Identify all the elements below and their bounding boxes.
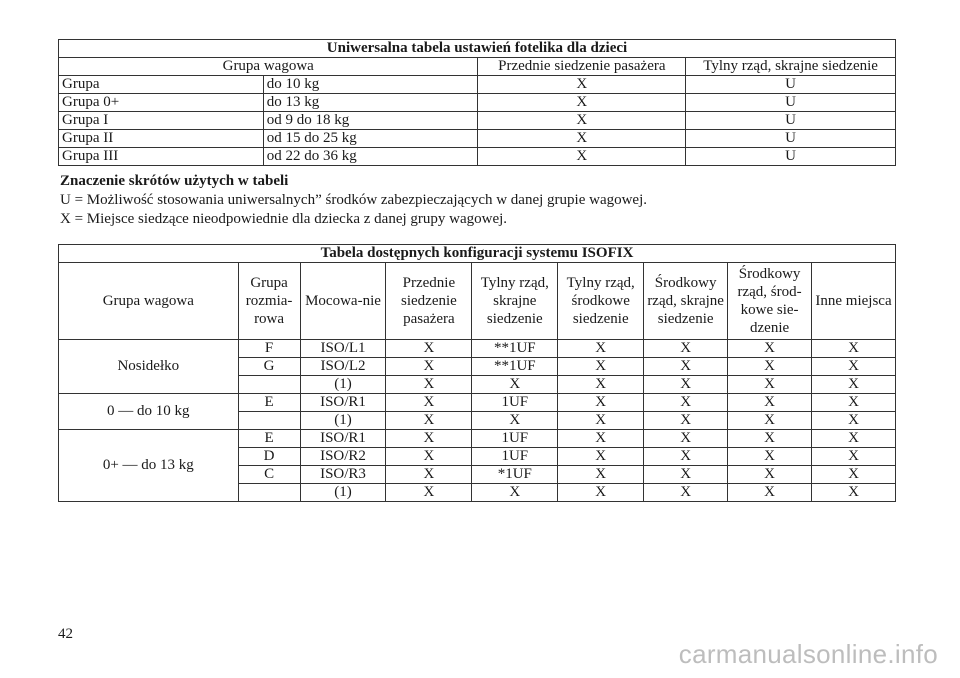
table-cell: X (644, 358, 728, 376)
table-cell: X (558, 340, 644, 358)
table-cell: X (644, 412, 728, 430)
table-cell: X (386, 484, 472, 502)
table-cell: ISO/L2 (300, 358, 386, 376)
table-cell (238, 412, 300, 430)
table-cell: *1UF (472, 466, 558, 484)
table-cell: Grupa 0+ (59, 94, 264, 112)
table-cell: X (558, 376, 644, 394)
table-cell: U (686, 94, 896, 112)
table-cell: X (558, 448, 644, 466)
table-cell: X (386, 394, 472, 412)
table-cell: do 13 kg (263, 94, 478, 112)
table-cell: X (386, 358, 472, 376)
table-cell: X (728, 430, 812, 448)
table-cell: X (478, 94, 686, 112)
table-row (59, 76, 896, 94)
table-cell: od 22 do 36 kg (263, 148, 478, 166)
table-cell: X (386, 340, 472, 358)
table-cell: X (386, 376, 472, 394)
table-cell: X (386, 430, 472, 448)
table-cell: X (558, 466, 644, 484)
table-cell: X (812, 394, 896, 412)
table-cell: ISO/R1 (300, 394, 386, 412)
table-cell: X (558, 430, 644, 448)
weight-group-cell: 0 — do 10 kg (59, 394, 239, 430)
table-cell: X (728, 394, 812, 412)
legend-notes (60, 172, 647, 229)
table-cell: U (686, 148, 896, 166)
table-cell: 1UF (472, 394, 558, 412)
table-cell: X (478, 130, 686, 148)
table-cell: G (238, 358, 300, 376)
column-header: Mocowa-nie (300, 263, 386, 340)
table-row (59, 130, 896, 148)
table-cell: X (472, 412, 558, 430)
table-cell: od 15 do 25 kg (263, 130, 478, 148)
column-header: Środkowy rząd, skrajne siedzenie (644, 263, 728, 340)
table-cell: X (812, 448, 896, 466)
column-header: Tylny rząd, środkowe siedzenie (558, 263, 644, 340)
table-cell: X (558, 394, 644, 412)
table-cell: F (238, 340, 300, 358)
table-row (59, 394, 896, 412)
table-cell: Grupa III (59, 148, 264, 166)
table-cell: D (238, 448, 300, 466)
table-cell: U (686, 76, 896, 94)
table-cell: X (812, 484, 896, 502)
table-cell: X (728, 484, 812, 502)
table-cell: (1) (300, 376, 386, 394)
table-cell: Grupa (59, 76, 264, 94)
table-cell: X (644, 448, 728, 466)
column-header: Środkowy rząd, środ-kowe sie-dzenie (728, 263, 812, 340)
table-body (59, 76, 896, 166)
table-cell: X (558, 358, 644, 376)
column-header: Inne miejsca (812, 263, 896, 340)
column-header: Przednie siedzenie pasażera (386, 263, 472, 340)
table-cell: X (728, 358, 812, 376)
table-cell: X (812, 376, 896, 394)
column-header: Tylny rząd, skrajne siedzenie (686, 58, 896, 76)
table-cell: X (728, 448, 812, 466)
column-header: Tylny rząd, skrajne siedzenie (472, 263, 558, 340)
table-cell: X (728, 376, 812, 394)
table-cell: X (644, 340, 728, 358)
table-cell (238, 484, 300, 502)
table-cell: X (386, 466, 472, 484)
table-cell: C (238, 466, 300, 484)
table-cell: od 9 do 18 kg (263, 112, 478, 130)
weight-group-cell: 0+ — do 13 kg (59, 430, 239, 502)
table-cell: X (472, 376, 558, 394)
table-cell: X (728, 412, 812, 430)
table-cell: X (644, 376, 728, 394)
table-cell: X (812, 430, 896, 448)
page-number: 42 (58, 626, 73, 642)
table-cell: Grupa II (59, 130, 264, 148)
table-cell: 1UF (472, 448, 558, 466)
table-cell: X (644, 466, 728, 484)
legend-heading: Znaczenie skrótów użytych w tabeli (60, 173, 289, 189)
legend-line-u: U = Możliwość stosowania uniwersalnych” środków zabezpieczających w danej grupie wagowej. (60, 192, 648, 208)
table-row (59, 148, 896, 166)
table-cell: (1) (300, 412, 386, 430)
table-row (59, 112, 896, 130)
table-cell: X (558, 484, 644, 502)
table-cell: ISO/L1 (300, 340, 386, 358)
legend-line-x: X = Miejsce siedzące nieodpowiednie dla dziecka z danej grupy wagowej. (60, 211, 508, 227)
table-cell: 1UF (472, 430, 558, 448)
table-cell: ISO/R1 (300, 430, 386, 448)
weight-group-cell: Nosidełko (59, 340, 239, 394)
table-cell: X (386, 448, 472, 466)
table-cell: E (238, 394, 300, 412)
table-cell: ISO/R3 (300, 466, 386, 484)
table-cell: X (644, 394, 728, 412)
table-cell: X (728, 466, 812, 484)
table-cell: X (812, 466, 896, 484)
column-header: Grupa wagowa (59, 58, 478, 76)
isofix-table (58, 244, 896, 502)
table-body (59, 340, 896, 502)
table-cell: X (644, 484, 728, 502)
table-cell: X (812, 412, 896, 430)
table-cell: U (686, 112, 896, 130)
table-cell: (1) (300, 484, 386, 502)
table-cell: X (478, 148, 686, 166)
table-cell: X (478, 76, 686, 94)
table-cell: X (644, 430, 728, 448)
table-row (59, 94, 896, 112)
table-title: Uniwersalna tabela ustawień fotelika dla dzieci (59, 40, 896, 58)
table-cell: X (728, 340, 812, 358)
column-header: Grupa rozmia-rowa (238, 263, 300, 340)
table-cell: X (558, 412, 644, 430)
table-row (59, 430, 896, 448)
table-cell: Grupa I (59, 112, 264, 130)
table-cell: X (472, 484, 558, 502)
table-cell: **1UF (472, 358, 558, 376)
universal-seat-table (58, 39, 896, 166)
table-title: Tabela dostępnych konfiguracji systemu ISOFIX (59, 245, 896, 263)
table-cell: do 10 kg (263, 76, 478, 94)
table-cell: X (478, 112, 686, 130)
table-cell (238, 376, 300, 394)
table-cell: X (812, 340, 896, 358)
table-cell: ISO/R2 (300, 448, 386, 466)
table-cell: X (386, 412, 472, 430)
watermark: carmanualsonline.info (678, 639, 938, 669)
column-header: Grupa wagowa (59, 263, 239, 340)
table-cell: X (812, 358, 896, 376)
column-header: Przednie siedzenie pasażera (478, 58, 686, 76)
table-cell: **1UF (472, 340, 558, 358)
table-cell: E (238, 430, 300, 448)
table-row (59, 340, 896, 358)
table-cell: U (686, 130, 896, 148)
